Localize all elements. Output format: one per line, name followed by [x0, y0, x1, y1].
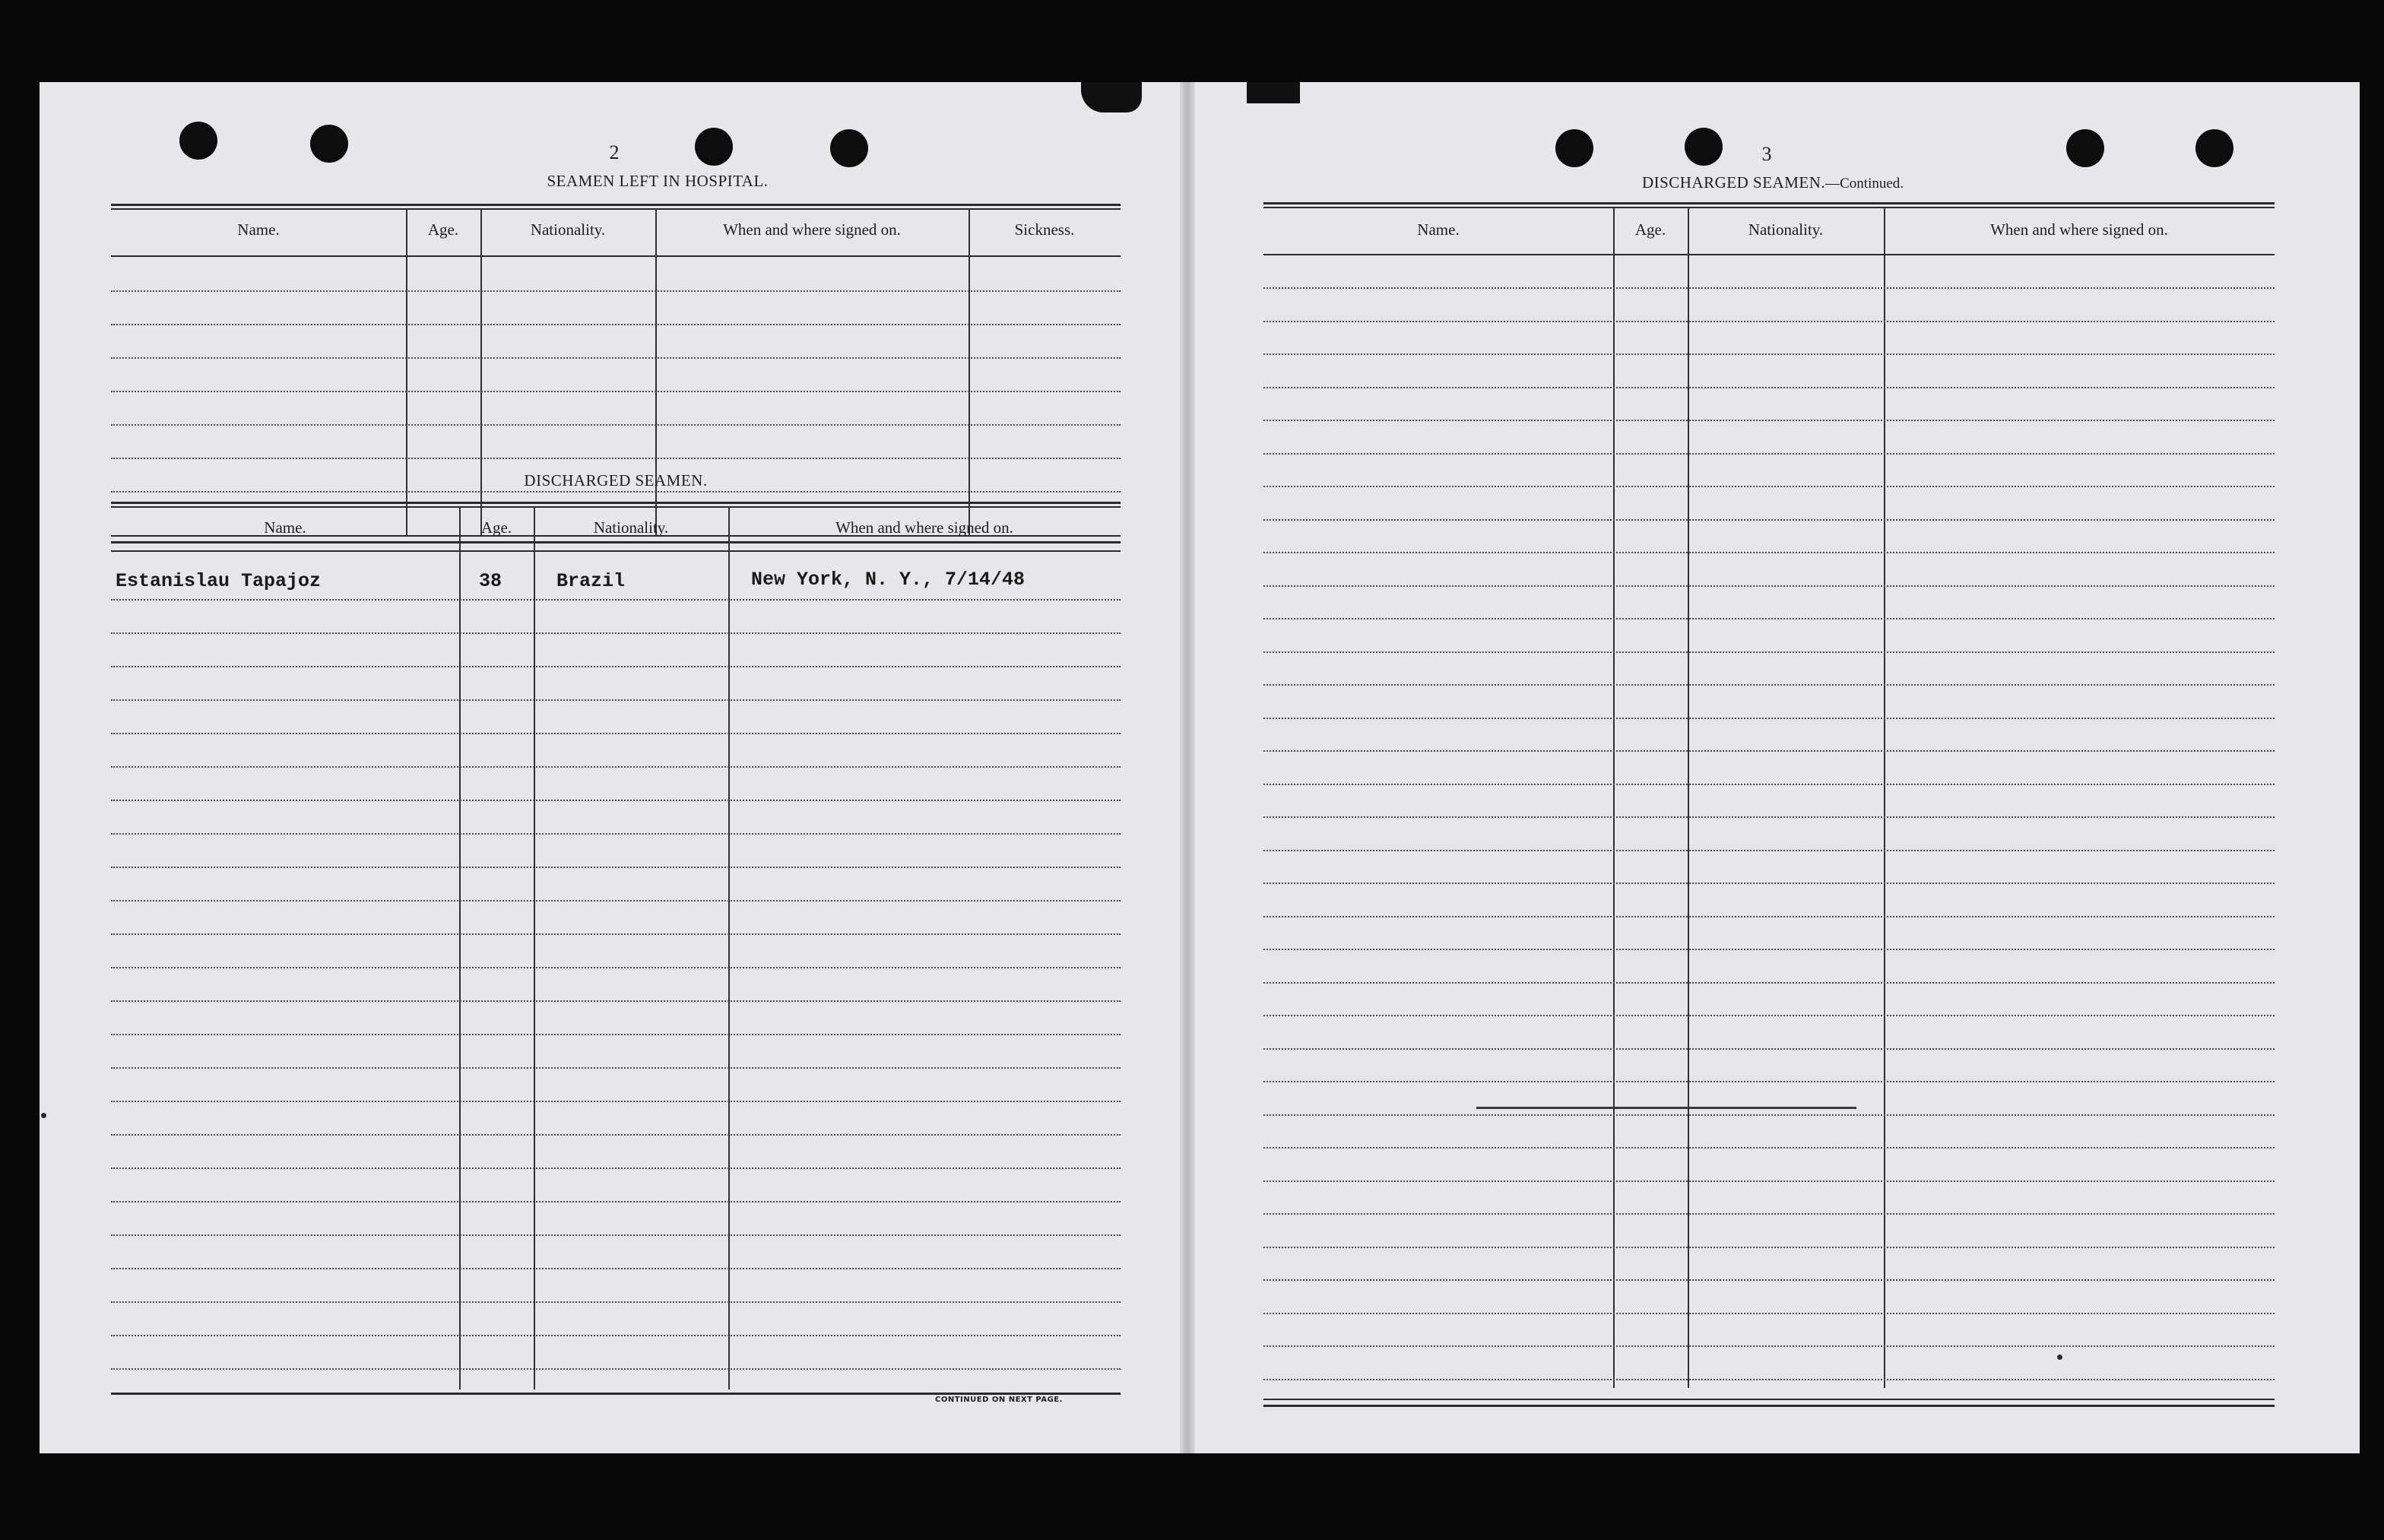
ruled-row	[1263, 321, 2275, 322]
continued-note: CONTINUED ON NEXT PAGE.	[935, 1396, 1063, 1404]
ink-blot	[1081, 82, 1142, 112]
discharged-section-title: DISCHARGED SEAMEN.	[524, 471, 708, 490]
column-header-nationality: Nationality.	[530, 220, 606, 239]
ruled-row	[1263, 585, 2275, 587]
ruled-row	[111, 458, 1121, 459]
ruled-row	[111, 357, 1121, 359]
column-header-signed-on: When and where signed on.	[835, 518, 1013, 537]
ruled-row	[1263, 850, 2275, 851]
column-divider	[1688, 208, 1689, 1388]
ruled-row	[1263, 1015, 2275, 1016]
hospital-table	[111, 204, 1121, 544]
top-rule-inner	[111, 506, 1121, 508]
column-header-sickness: Sickness.	[1014, 220, 1075, 239]
ruled-row	[1263, 453, 2275, 455]
ruled-row	[1263, 651, 2275, 653]
ruled-row	[111, 1101, 1121, 1102]
bottom-rule	[1263, 1399, 2275, 1400]
top-rule	[111, 502, 1121, 504]
punch-hole	[695, 128, 733, 166]
column-header-signed-on: When and where signed on.	[1990, 220, 2168, 239]
bottom-rule	[111, 1393, 1121, 1395]
ruled-row	[111, 766, 1121, 768]
entry-nationality: Brazil	[556, 570, 626, 592]
ruled-row	[111, 632, 1121, 634]
ruled-row	[1263, 882, 2275, 884]
column-divider	[728, 508, 730, 1389]
ink-speck	[41, 1113, 46, 1118]
ruled-row	[111, 424, 1121, 426]
right-page	[1195, 82, 2360, 1453]
punch-hole	[179, 122, 217, 160]
ruled-row	[111, 933, 1121, 935]
ink-speck	[2057, 1355, 2062, 1360]
ink-blot	[1247, 82, 1300, 103]
ruled-row	[111, 1335, 1121, 1336]
column-header-age: Age.	[480, 518, 512, 537]
ruled-row	[1263, 816, 2275, 818]
entry-signed-on: New York, N. Y., 7/14/48	[751, 569, 1026, 591]
column-header-age: Age.	[1634, 220, 1666, 239]
header-rule	[1263, 254, 2275, 255]
ruled-row	[111, 1034, 1121, 1035]
column-header-name: Name.	[1417, 220, 1460, 239]
ruled-row	[111, 1301, 1121, 1303]
ruled-row	[111, 1201, 1121, 1203]
ruled-row	[1263, 750, 2275, 752]
column-header-age: Age.	[427, 220, 459, 239]
column-divider	[1613, 208, 1615, 1388]
ruled-row	[1263, 519, 2275, 521]
ruled-row	[111, 1134, 1121, 1136]
ruled-row	[111, 867, 1121, 868]
ruled-row	[1263, 784, 2275, 785]
ruled-row	[111, 1368, 1121, 1370]
ruled-row	[1263, 684, 2275, 686]
ruled-row	[111, 391, 1121, 392]
ruled-row	[111, 833, 1121, 835]
discharged-title-main: DISCHARGED SEAMEN.	[1641, 173, 1826, 192]
top-rule	[111, 204, 1121, 206]
entry-age: 38	[479, 570, 502, 592]
bottom-rule-outer	[1263, 1405, 2275, 1407]
ruled-row	[1263, 387, 2275, 388]
ruled-row	[1263, 1279, 2275, 1281]
ruled-row	[111, 699, 1121, 701]
punch-hole	[1555, 129, 1593, 167]
ruled-row	[1263, 420, 2275, 421]
ruled-row	[111, 900, 1121, 902]
ruled-row	[1263, 1247, 2275, 1248]
header-rule	[111, 550, 1121, 552]
discharged-table	[111, 502, 1121, 1399]
ruled-row	[1263, 353, 2275, 355]
left-page	[40, 82, 1180, 1453]
page-number: 2	[609, 141, 620, 163]
ruled-row	[1263, 1114, 2275, 1116]
ruled-row	[1263, 1180, 2275, 1182]
column-header-nationality: Nationality.	[593, 518, 669, 537]
ruled-row	[111, 491, 1121, 493]
ruled-row	[1263, 287, 2275, 289]
top-rule-inner	[1263, 207, 2275, 208]
punch-hole	[310, 125, 348, 163]
column-header-name: Name.	[264, 518, 306, 537]
punch-hole	[2195, 129, 2233, 167]
punch-hole	[830, 129, 868, 167]
ruled-row	[1263, 1147, 2275, 1149]
ruled-row	[111, 800, 1121, 801]
hospital-section-title: SEAMEN LEFT IN HOSPITAL.	[547, 172, 769, 190]
ruled-row	[111, 1000, 1121, 1002]
ruled-row	[1263, 1379, 2275, 1380]
discharged-continued-table	[1263, 202, 2275, 1490]
column-header-signed-on: When and where signed on.	[723, 220, 901, 239]
ruled-row	[1263, 1048, 2275, 1050]
ruled-row	[1263, 1213, 2275, 1215]
page-number: 3	[1761, 143, 1772, 165]
column-header-name: Name.	[237, 220, 280, 239]
entry-name: Estanislau Tapajoz	[116, 570, 322, 592]
ruled-row	[111, 1234, 1121, 1236]
ruled-row	[111, 599, 1121, 600]
ruled-row	[1263, 982, 2275, 984]
ruled-row	[111, 1067, 1121, 1069]
ruled-row	[1263, 1081, 2275, 1082]
ruled-row	[111, 733, 1121, 734]
ruled-row	[111, 290, 1121, 292]
ruled-row	[1263, 1313, 2275, 1314]
book-spine	[1180, 82, 1195, 1453]
ruled-row	[111, 666, 1121, 667]
ruled-row	[1263, 486, 2275, 487]
ruled-row	[111, 324, 1121, 325]
ruled-row	[111, 967, 1121, 968]
smudge-line	[1476, 1107, 1856, 1109]
top-rule	[1263, 202, 2275, 204]
punch-hole	[1685, 128, 1723, 166]
ruled-row	[1263, 1345, 2275, 1347]
ruled-row	[111, 1268, 1121, 1269]
ruled-row	[1263, 916, 2275, 917]
ruled-row	[1263, 949, 2275, 950]
column-divider	[534, 508, 535, 1389]
punch-hole	[2066, 129, 2104, 167]
column-divider	[1884, 208, 1885, 1388]
ruled-row	[1263, 618, 2275, 619]
ruled-row	[1263, 552, 2275, 553]
discharged-continued-title	[1241, 173, 2305, 192]
ruled-row	[1263, 718, 2275, 719]
continued-suffix: —Continued.	[1825, 176, 1904, 192]
column-divider	[459, 508, 461, 1389]
column-header-nationality: Nationality.	[1748, 220, 1824, 239]
ruled-row	[111, 1168, 1121, 1169]
